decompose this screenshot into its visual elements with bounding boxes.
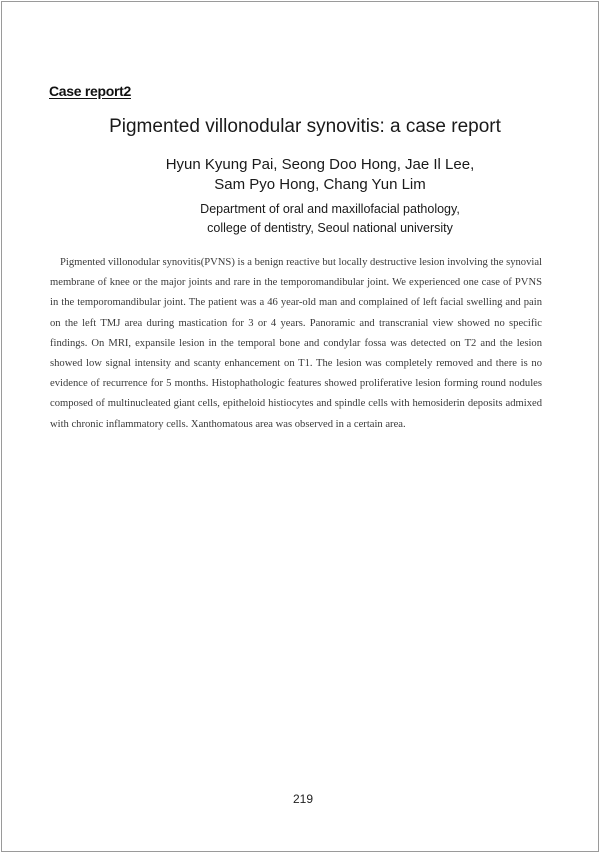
authors-line-2: Sam Pyo Hong, Chang Yun Lim [214, 176, 426, 193]
abstract-paragraph: Pigmented villonodular synovitis(PVNS) is a benign reactive but locally destructive lesion involving the synovial membrane of knee or the major joints and rare in the temporomandibular joint. We experienced one case of PVNS in the temporomandibular joint. The patient was a 46 year-old man and complained of left facial swelling and pain on the left TMJ area during mastication for 3 or 4 years. Panoramic and transcranial view showed no specific findings. On MRI, expansile lesion in the temporal bone and condylar fossa was detected on T2 and the lesion showed low signal intensity and scanty enhancement on T1. The lesion was completely removed and there is no evidence of recurrence for 5 months. Histophathologic features showed proliferative lesion forming round nodules composed of multinucleated giant cells, epitheloid histiocytes and spindle cells with hemosiderin deposits admixed with chronic inflammatory cells. Xanthomatous area was observed in a certain area. [50, 257, 542, 430]
page-number: 219 [292, 792, 314, 806]
authors-line-1: Hyun Kyung Pai, Seong Doo Hong, Jae Il Lee, [165, 156, 475, 173]
section-label: Case report2 [49, 83, 131, 99]
article-title: Pigmented villonodular synovitis: a case report [109, 116, 501, 137]
affiliation-line-2: college of dentistry, Seoul national university [207, 221, 453, 235]
author-list [0, 155, 600, 195]
affiliation [0, 200, 600, 238]
affiliation-line-1: Department of oral and maxillofacial pathology, [200, 202, 460, 216]
